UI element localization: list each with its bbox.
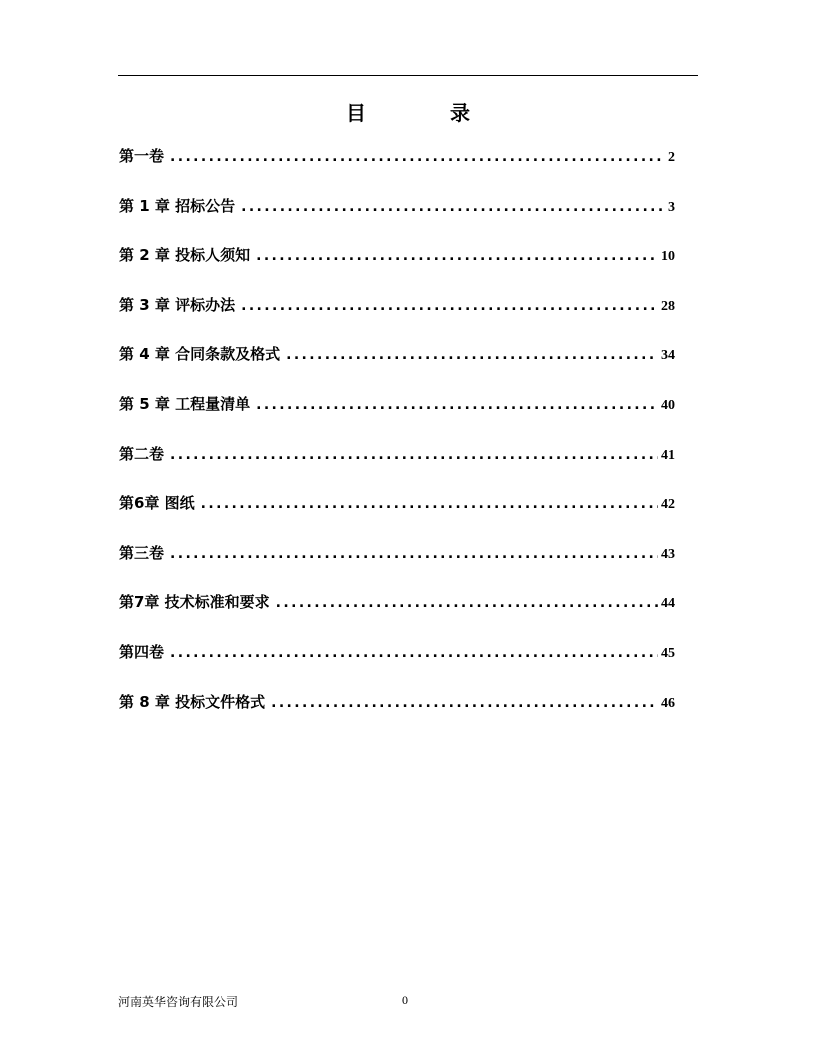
- dot-leader: [256, 397, 658, 413]
- dot-leader: [286, 347, 658, 363]
- toc-entry-volume-2[interactable]: [119, 443, 675, 493]
- toc-entry-label: 第一卷: [119, 147, 165, 165]
- toc-entry-page: 34: [661, 348, 675, 364]
- toc-entry-volume-3[interactable]: [119, 542, 675, 592]
- toc-entry-page: 46: [661, 695, 675, 711]
- toc-entry-chapter-2[interactable]: [119, 244, 675, 294]
- toc-entry-label: 第 5 章 工程量清单: [119, 394, 251, 413]
- toc-entry-label: 第 3 章 评标办法: [119, 295, 236, 314]
- footer-company-name: 河南英华咨询有限公司: [118, 995, 239, 1009]
- toc-entry-page: 41: [661, 447, 675, 463]
- dot-leader: [276, 595, 658, 611]
- toc-entry-page: 40: [661, 397, 675, 413]
- toc-entry-page: 28: [661, 298, 675, 314]
- toc-entry-page: 10: [661, 249, 675, 265]
- dot-leader: [201, 496, 658, 512]
- dot-leader: [170, 447, 658, 463]
- toc-entry-page: 45: [661, 645, 675, 661]
- toc-entry-page: 2: [668, 150, 675, 165]
- toc-entry-label: 第三卷: [119, 543, 165, 562]
- toc-entry-label: 第四卷: [119, 642, 165, 661]
- toc-entry-label: 第二卷: [119, 444, 165, 463]
- toc-entry-page: 42: [661, 497, 675, 513]
- toc-entry-volume-1[interactable]: [119, 145, 675, 195]
- toc-entry-label: 第7章 技术标准和要求: [119, 593, 270, 612]
- dot-leader: [271, 695, 658, 711]
- toc-entry-page: 3: [668, 199, 675, 215]
- header-rule: [118, 75, 698, 76]
- toc-entry-chapter-8[interactable]: [119, 691, 675, 741]
- toc-entry-label: 第 8 章 投标文件格式: [119, 692, 266, 711]
- table-of-contents: [119, 145, 675, 740]
- toc-title: 目 录: [346, 101, 502, 125]
- toc-entry-chapter-6[interactable]: [119, 492, 675, 542]
- toc-entry-volume-4[interactable]: [119, 641, 675, 691]
- dot-leader: [170, 645, 658, 661]
- toc-entry-chapter-7[interactable]: [119, 591, 675, 641]
- toc-entry-label: 第 2 章 投标人须知: [119, 246, 251, 265]
- dot-leader: [170, 149, 665, 165]
- toc-entry-label: 第 1 章 招标公告: [119, 196, 236, 215]
- toc-entry-label: 第 4 章 合同条款及格式: [119, 345, 281, 364]
- toc-entry-chapter-1[interactable]: [119, 195, 675, 245]
- toc-entry-page: 44: [661, 596, 675, 612]
- toc-entry-chapter-4[interactable]: [119, 343, 675, 393]
- dot-leader: [241, 199, 665, 215]
- toc-entry-chapter-5[interactable]: [119, 393, 675, 443]
- dot-leader: [256, 248, 658, 264]
- toc-entry-chapter-3[interactable]: [119, 294, 675, 344]
- dot-leader: [241, 298, 658, 314]
- dot-leader: [170, 546, 658, 562]
- toc-entry-label: 第6章 图纸: [119, 494, 195, 513]
- toc-entry-page: 43: [661, 546, 675, 562]
- footer-page-number: 0: [402, 993, 408, 1007]
